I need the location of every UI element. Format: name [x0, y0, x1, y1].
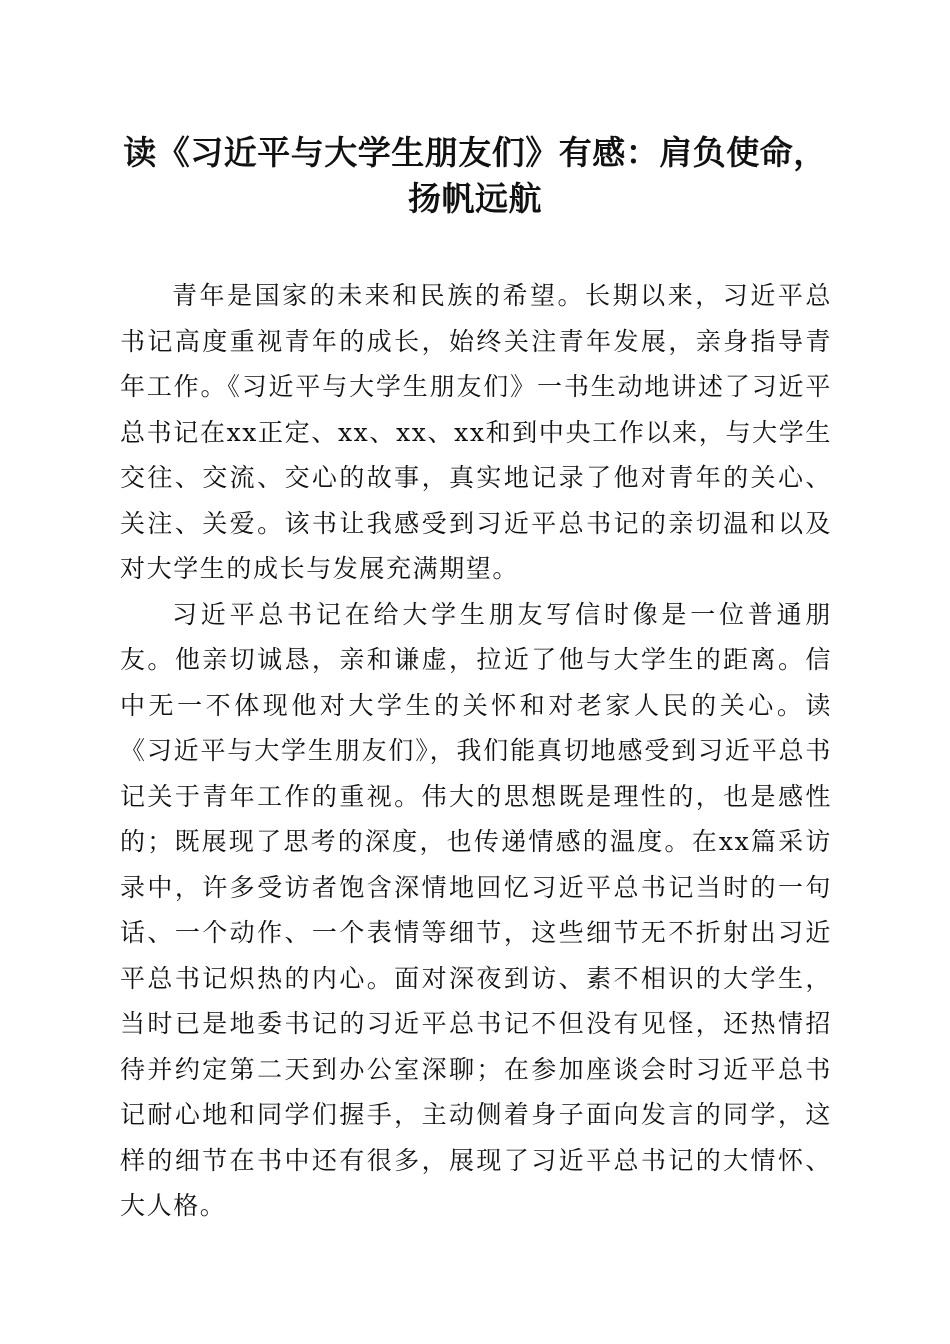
document-title [100, 130, 850, 222]
paragraph-1: 青年是国家的未来和民族的希望。长期以来，习近平总书记高度重视青年的成长，始终关注青年发展，亲身指导青年工作。《习近平与大学生朋友们》一书生动地讲述了习近平总书记在xx正定、xx、xx、xx和到中央工作以来，与大学生交往、交流、交心的故事，真实地记录了他对青年的关心、关注、关爱。该书让我感受到习近平总书记的亲切温和以及对大学生的成长与发展充满期望。 [120, 281, 832, 583]
title-line-1: 读《习近平与大学生朋友们》有感：肩负使命， [123, 133, 827, 172]
title-line-2: 扬帆远航 [408, 179, 542, 218]
document-body [120, 273, 832, 1229]
paragraph-2: 习近平总书记在给大学生朋友写信时像是一位普通朋友。他亲切诚恳，亲和谦虚，拉近了他与大学生的距离。信中无一不体现他对大学生的关怀和对老家人民的关心。读《习近平与大学生朋友们》，我们能真切地感受到习近平总书记关于青年工作的重视。伟大的思想既是理性的，也是感性的；既展现了思考的深度，也传递情感的温度。在xx篇采访录中，许多受访者饱含深情地回忆习近平总书记当时的一句话、一个动作、一个表情等细节，这些细节无不折射出习近平总书记炽热的内心。面对深夜到访、素不相识的大学生，当时已是地委书记的习近平总书记不但没有见怪，还热情招待并约定第二天到办公室深聊；在参加座谈会时习近平总书记耐心地和同学们握手，主动侧着身子面向发言的同学，这样的细节在书中还有很多，展现了习近平总书记的大情怀、大人格。 [120, 599, 832, 1220]
